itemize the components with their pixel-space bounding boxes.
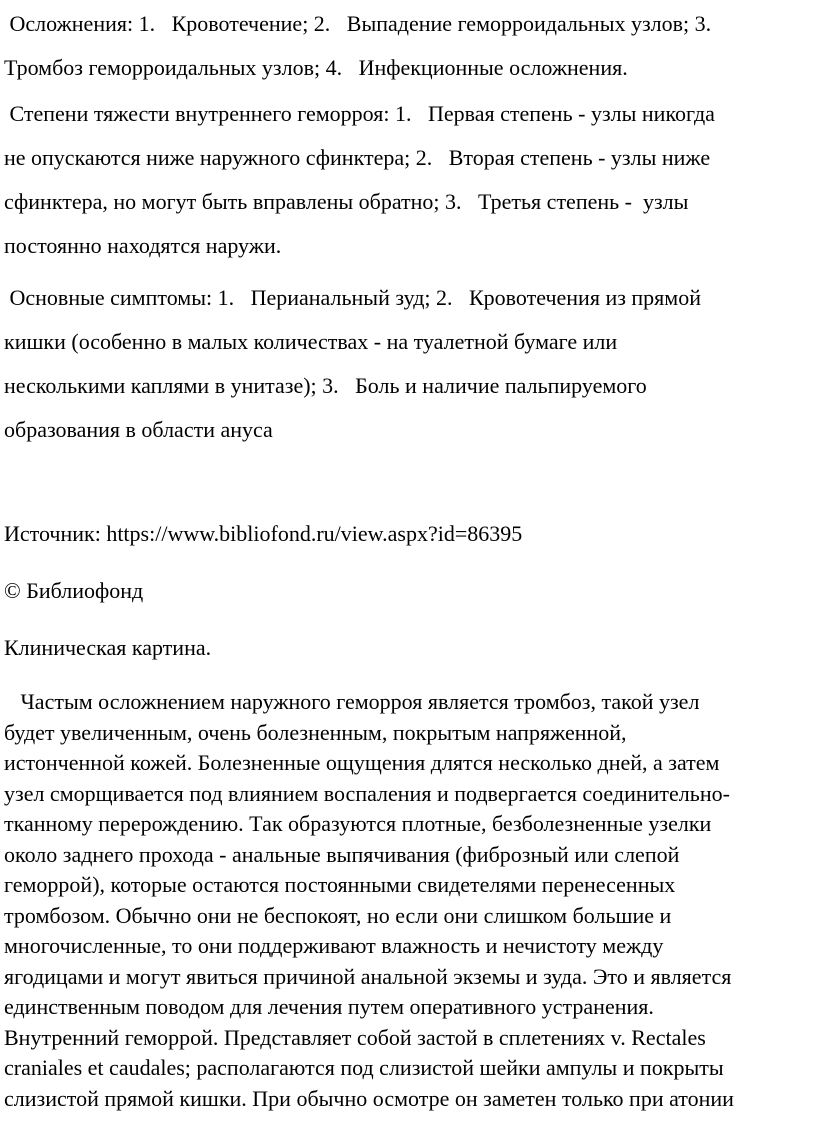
clinical-picture-body xyxy=(4,687,812,1114)
text-line: около заднего прохода - анальные выпячивания (фиброзный или слепой xyxy=(4,841,680,867)
symptoms-paragraph xyxy=(4,276,812,452)
copyright-line: © Библиофонд xyxy=(4,578,144,603)
text-line: Внутренний геморрой. Представляет собой застой в сплетениях v. Rectales xyxy=(4,1024,706,1050)
section-heading: Клиническая картина. xyxy=(4,635,212,660)
text-line: сфинктера, но могут быть вправлены обратно; 3. Третья степень - узлы xyxy=(4,189,689,214)
complications-paragraph xyxy=(4,2,812,90)
text-line: многочисленные, то они поддерживают влажность и нечистоту между xyxy=(4,933,664,958)
text-line: не опускаются ниже наружного сфинктера; 2. Вторая степень - узлы ниже xyxy=(4,145,711,170)
text-line: Осложнения: 1. Кровотечение; 2. Выпадение геморроидальных узлов; 3. xyxy=(4,11,712,36)
text-line: несколькими каплями в унитазе); 3. Боль и наличие пальпируемого xyxy=(4,373,647,398)
text-line: Степени тяжести внутреннего геморроя: 1. Первая степень - узлы никогда xyxy=(4,101,715,126)
text-line: будет увеличенным, очень болезненным, покрытым напряженной, xyxy=(4,719,627,745)
text-line: единственным поводом для лечения путем оперативного устранения. xyxy=(4,994,654,1019)
severity-paragraph xyxy=(4,92,812,268)
text-line: Частым осложнением наружного геморроя является тромбоз, такой узел xyxy=(4,689,700,714)
text-line: узел сморщивается под влиянием воспаления и подвергается соединительно- xyxy=(4,780,730,806)
text-line: слизистой прямой кишки. При обычно осмотре он заметен только при атонии xyxy=(4,1085,734,1111)
text-line: образования в области ануса xyxy=(4,417,273,442)
text-line: craniales et caudales; располагаются под слизистой шейки ампулы и покрыты xyxy=(4,1055,724,1080)
text-line: ягодицами и могут явиться причиной анальной экземы и зуда. Это и является xyxy=(4,963,732,989)
source-line: Источник: https://www.bibliofond.ru/view.aspx?id=86395 xyxy=(4,521,523,546)
text-line: тканному перерождению. Так образуются плотные, безболезненные узелки xyxy=(4,811,712,836)
text-line: тромбозом. Обычно они не беспокоят, но если они слишком большие и xyxy=(4,902,672,928)
text-line: Тромбоз геморроидальных узлов; 4. Инфекционные осложнения. xyxy=(4,55,628,80)
text-line: кишки (особенно в малых количествах - на туалетной бумаге или xyxy=(4,329,618,354)
text-line: постоянно находятся наружи. xyxy=(4,233,282,258)
text-line: истонченной кожей. Болезненные ощущения длятся несколько дней, а затем xyxy=(4,750,720,775)
text-line: Основные симптомы: 1. Перианальный зуд; 2. Кровотечения из прямой xyxy=(4,285,701,310)
text-line: геморрой), которые остаются постоянными свидетелями перенесенных xyxy=(4,872,676,897)
